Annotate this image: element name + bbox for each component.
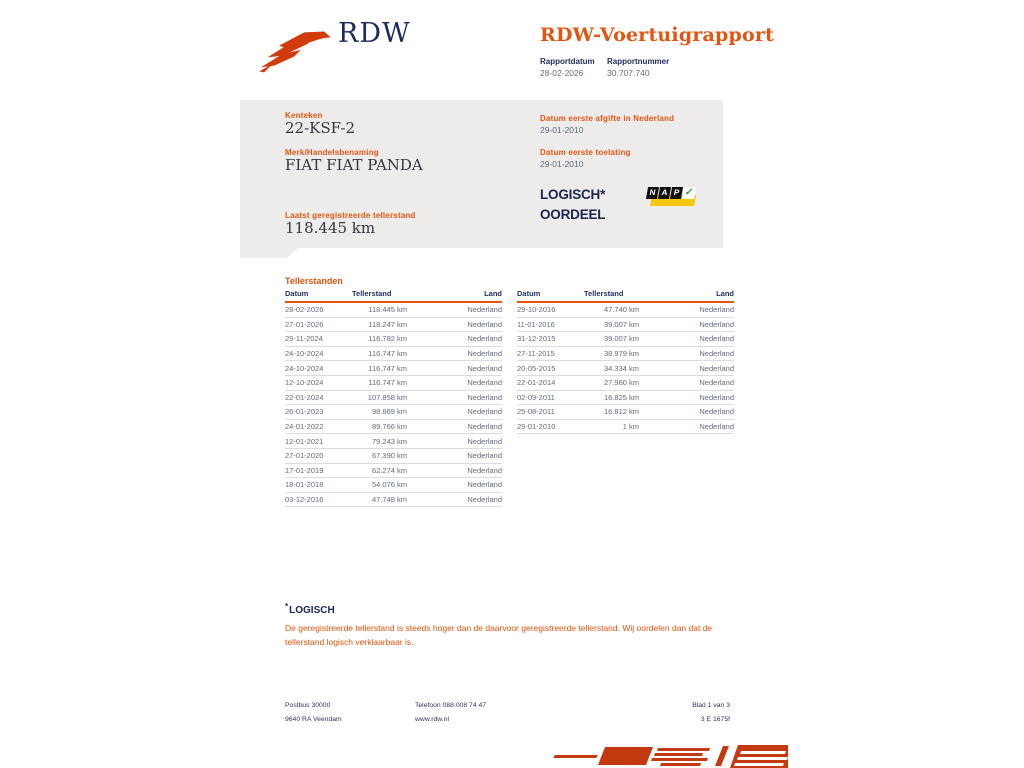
report-date-label: Rapportdatum bbox=[540, 57, 595, 66]
logisch-footnote bbox=[285, 602, 715, 649]
cell-datum: 27-11-2015 bbox=[517, 349, 555, 359]
cell-datum: 11-01-2016 bbox=[517, 319, 555, 329]
col-header-tellerstand: Tellerstand bbox=[584, 289, 624, 298]
cell-datum: 20-05-2015 bbox=[517, 363, 556, 373]
cell-tellerstand: 118.445 km bbox=[368, 305, 407, 315]
cell-datum: 12-01-2021 bbox=[285, 436, 324, 446]
report-date-value: 28-02-2026 bbox=[540, 68, 584, 78]
table-row bbox=[517, 376, 734, 391]
nap-letter-n: N bbox=[646, 187, 659, 199]
cell-land: Nederland bbox=[467, 378, 502, 388]
footnote-title bbox=[285, 602, 715, 616]
cell-datum: 24-01-2022 bbox=[285, 422, 324, 432]
kenteken-label: Kenteken bbox=[285, 111, 323, 120]
laatste-tellerstand-label: Laatst geregistreerde tellerstand bbox=[285, 211, 416, 220]
kenteken-value: 22-KSF-2 bbox=[285, 119, 355, 137]
cell-land: Nederland bbox=[467, 305, 502, 315]
cell-land: Nederland bbox=[699, 305, 734, 315]
col-header-land: Land bbox=[484, 289, 502, 298]
table-row bbox=[285, 347, 502, 362]
table-row bbox=[285, 478, 502, 493]
cell-tellerstand: 98.869 km bbox=[371, 407, 407, 417]
cell-tellerstand: 1 km bbox=[622, 422, 639, 432]
cell-tellerstand: 89.766 km bbox=[371, 422, 407, 432]
cell-datum: 12-10-2024 bbox=[285, 378, 324, 388]
nap-letter-p: P bbox=[670, 187, 683, 199]
cell-datum: 22-01-2024 bbox=[285, 392, 324, 402]
footer-website-link[interactable]: www.rdw.nl bbox=[415, 716, 449, 723]
laatste-tellerstand-value: 118.445 km bbox=[285, 219, 376, 237]
cell-land: Nederland bbox=[467, 319, 502, 329]
cell-land: Nederland bbox=[467, 465, 502, 475]
report-number-value: 30.707.740 bbox=[607, 68, 650, 78]
cell-tellerstand: 54.076 km bbox=[371, 480, 407, 490]
cell-tellerstand: 116.747 km bbox=[368, 378, 407, 388]
table-row bbox=[285, 303, 502, 318]
cell-land: Nederland bbox=[699, 363, 734, 373]
cell-datum: 24-10-2024 bbox=[285, 363, 324, 373]
cell-tellerstand: 118.247 km bbox=[368, 319, 407, 329]
cell-tellerstand: 16.825 km bbox=[603, 392, 639, 402]
cell-tellerstand: 79.243 km bbox=[371, 436, 407, 446]
cell-land: Nederland bbox=[467, 363, 502, 373]
footer-address-line2: 9640 RA Veendam bbox=[285, 716, 342, 723]
table-row bbox=[517, 318, 734, 333]
table-row bbox=[285, 361, 502, 376]
table-row bbox=[517, 332, 734, 347]
cell-datum: 29-10-2016 bbox=[517, 305, 556, 315]
table-row bbox=[285, 405, 502, 420]
cell-datum: 29-11-2024 bbox=[285, 334, 323, 344]
cell-tellerstand: 39.007 km bbox=[603, 334, 639, 344]
cell-land: Nederland bbox=[699, 392, 734, 402]
table-row bbox=[285, 493, 502, 508]
cell-tellerstand: 27.960 km bbox=[603, 378, 639, 388]
cell-tellerstand: 39.007 km bbox=[603, 319, 639, 329]
table-row bbox=[517, 391, 734, 406]
cell-land: Nederland bbox=[699, 349, 734, 359]
footnote-body: De geregistreerde tellerstand is steeds hoger dan de daarvoor geregistreerde tellerstand. Wij oordelen dan dat de tellerstand logisch verklaarbaar is. bbox=[285, 623, 713, 647]
col-header-datum: Datum bbox=[285, 289, 309, 298]
vehicle-summary-panel bbox=[240, 100, 723, 248]
cell-tellerstand: 34.334 km bbox=[603, 363, 639, 373]
cell-tellerstand: 62.274 km bbox=[371, 465, 407, 475]
odometer-table-left bbox=[285, 289, 502, 507]
cell-land: Nederland bbox=[699, 319, 734, 329]
cell-tellerstand: 116.747 km bbox=[368, 363, 407, 373]
cell-land: Nederland bbox=[467, 436, 502, 446]
afgifte-label: Datum eerste afgifte in Nederland bbox=[540, 114, 675, 123]
cell-land: Nederland bbox=[467, 495, 502, 505]
report-number-label: Rapportnummer bbox=[607, 57, 670, 66]
odometer-table-right bbox=[517, 289, 734, 507]
merk-label: Merk/Handelsbenaming bbox=[285, 148, 379, 157]
table-row bbox=[285, 318, 502, 333]
nap-logo bbox=[647, 186, 699, 210]
page-title: RDW-Voertuigrapport bbox=[540, 24, 775, 46]
cell-tellerstand: 116.782 km bbox=[368, 334, 407, 344]
cell-land: Nederland bbox=[467, 334, 502, 344]
cell-land: Nederland bbox=[699, 422, 734, 432]
checkmark-icon: ✓ bbox=[683, 187, 695, 198]
table-row bbox=[517, 303, 734, 318]
table-row bbox=[285, 464, 502, 479]
table-row bbox=[285, 376, 502, 391]
cell-datum: 22-01-2014 bbox=[517, 378, 556, 388]
rdw-logo-text: RDW bbox=[338, 18, 411, 49]
cell-land: Nederland bbox=[467, 480, 502, 490]
cell-tellerstand: 47.748 km bbox=[371, 495, 407, 505]
col-header-datum: Datum bbox=[517, 289, 541, 298]
footnote-asterisk: * bbox=[285, 602, 289, 611]
cell-land: Nederland bbox=[699, 334, 734, 344]
cell-land: Nederland bbox=[699, 407, 734, 417]
cell-datum: 27-01-2026 bbox=[285, 319, 324, 329]
footer-phone: Telefoon 088 008 74 47 bbox=[415, 702, 487, 709]
odometer-tables bbox=[285, 289, 734, 507]
afgifte-value: 29-01-2010 bbox=[540, 125, 584, 135]
table-row bbox=[517, 405, 734, 420]
table-row bbox=[285, 434, 502, 449]
cell-tellerstand: 38.979 km bbox=[603, 349, 639, 359]
table-row bbox=[285, 420, 502, 435]
col-header-tellerstand: Tellerstand bbox=[352, 289, 392, 298]
cell-datum: 25-08-2011 bbox=[517, 407, 555, 417]
table-row bbox=[285, 391, 502, 406]
table-header bbox=[285, 289, 502, 303]
cell-datum: 17-01-2019 bbox=[285, 465, 324, 475]
toelating-label: Datum eerste toelating bbox=[540, 148, 631, 157]
cell-tellerstand: 116.747 km bbox=[368, 349, 407, 359]
stripes-graphic bbox=[548, 742, 788, 768]
section-title-tellerstanden: Tellerstanden bbox=[285, 276, 343, 286]
table-row bbox=[285, 449, 502, 464]
footnote-title-text: LOGISCH bbox=[289, 605, 335, 616]
cell-tellerstand: 16.812 km bbox=[603, 407, 639, 417]
oordeel-line2: OORDEEL bbox=[540, 207, 606, 222]
rdw-bird-logo bbox=[256, 24, 334, 74]
oordeel-line1: LOGISCH* bbox=[540, 187, 606, 202]
cell-datum: 26-01-2023 bbox=[285, 407, 324, 417]
footer-page-number: Blad 1 van 3 bbox=[692, 702, 730, 709]
nap-letter-a: A bbox=[658, 187, 671, 199]
cell-datum: 31-12-2015 bbox=[517, 334, 556, 344]
cell-land: Nederland bbox=[467, 422, 502, 432]
cell-datum: 03-12-2016 bbox=[285, 495, 324, 505]
cell-land: Nederland bbox=[467, 451, 502, 461]
table-row bbox=[517, 361, 734, 376]
cell-tellerstand: 107.858 km bbox=[367, 392, 407, 402]
panel-corner-tab bbox=[240, 248, 298, 258]
footer-form-code: 3 E 1675f bbox=[700, 716, 730, 723]
cell-land: Nederland bbox=[467, 392, 502, 402]
table-row bbox=[517, 347, 734, 362]
cell-datum: 02-09-2011 bbox=[517, 392, 555, 402]
cell-datum: 18-01-2018 bbox=[285, 480, 324, 490]
cell-datum: 24-10-2024 bbox=[285, 349, 324, 359]
footer-address-line1: Postbus 30000 bbox=[285, 702, 331, 709]
merk-value: FIAT FIAT PANDA bbox=[285, 156, 423, 174]
cell-tellerstand: 67.390 km bbox=[371, 451, 407, 461]
cell-tellerstand: 47.740 km bbox=[603, 305, 639, 315]
cell-land: Nederland bbox=[467, 407, 502, 417]
col-header-land: Land bbox=[716, 289, 734, 298]
table-row bbox=[517, 420, 734, 435]
cell-land: Nederland bbox=[699, 378, 734, 388]
table-row bbox=[285, 332, 502, 347]
cell-land: Nederland bbox=[467, 349, 502, 359]
table-header bbox=[517, 289, 734, 303]
cell-datum: 27-01-2020 bbox=[285, 451, 324, 461]
cell-datum: 28-02-2026 bbox=[285, 305, 324, 315]
toelating-value: 29-01-2010 bbox=[540, 159, 584, 169]
cell-datum: 29-01-2010 bbox=[517, 422, 556, 432]
oordeel-text bbox=[540, 185, 605, 225]
